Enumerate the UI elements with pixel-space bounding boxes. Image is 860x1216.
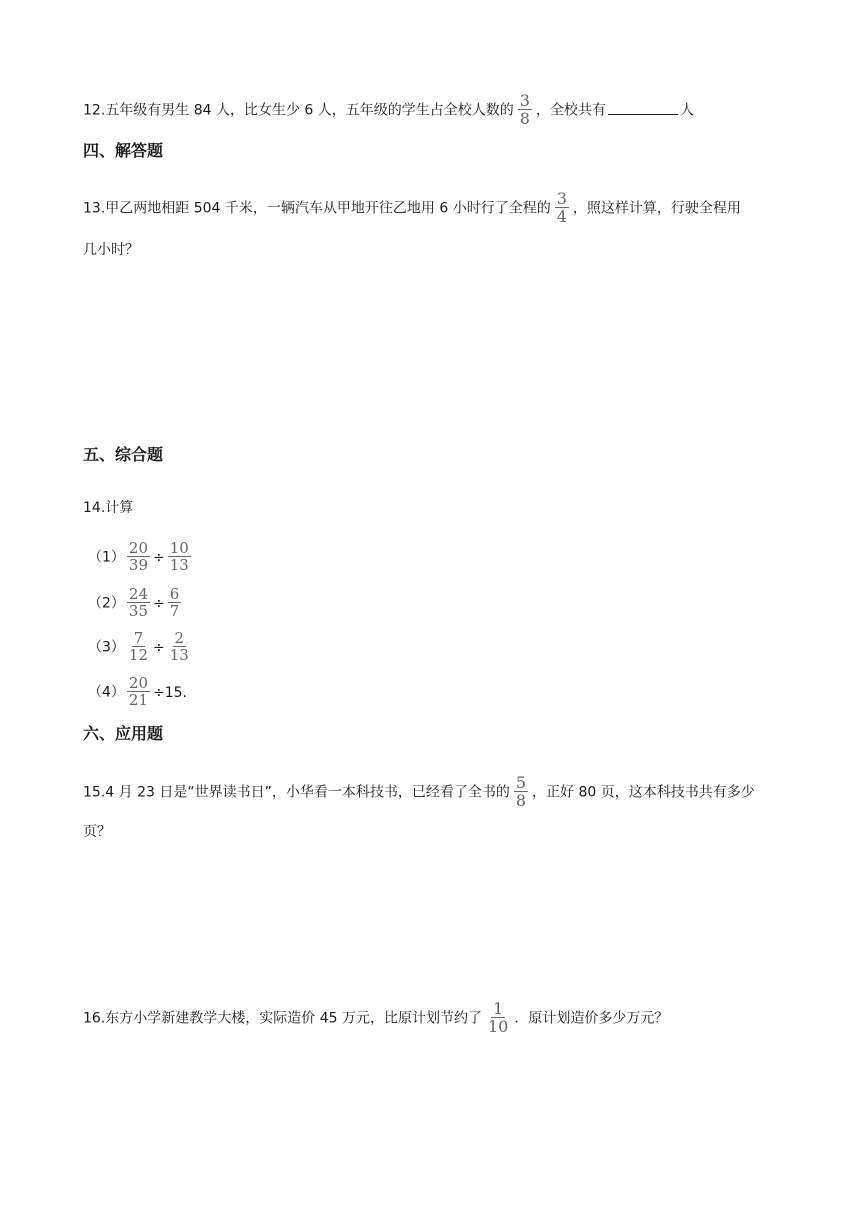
fraction: $\frac{3}{8}$	[519, 91, 530, 128]
question-15-text-2: ，正好 80 页，这本科技书共有多少	[532, 784, 755, 801]
section-heading-6: 六、应用题	[83, 724, 164, 743]
fraction: $\frac{2}{13}$	[169, 629, 189, 664]
q14-item-3	[88, 629, 193, 664]
q14-item-2	[88, 585, 183, 620]
question-12-unit: 人	[679, 102, 694, 119]
question-13-text: 13.甲乙两地相距 504 千米，一辆汽车从甲地开往乙地用 6 小时行了全程的	[83, 200, 551, 217]
item-label: （1）	[88, 549, 125, 566]
question-13-line-2: 几小时？	[83, 242, 139, 258]
fraction: $\frac{6}{7}$	[169, 585, 180, 620]
answer-blank[interactable]	[608, 100, 678, 115]
fraction: $\frac{3}{4}$	[556, 189, 567, 226]
question-15-text: 15.4 月 23 日是“世界读书日”，小华看一本科技书，已经看了全书的	[83, 784, 510, 801]
item-label: （2）	[88, 595, 125, 612]
fraction: $\frac{1}{10}$	[487, 999, 509, 1036]
fraction: $\frac{7}{12}$	[128, 629, 149, 664]
fraction: $\frac{10}{13}$	[169, 539, 189, 574]
divide-sign: ÷	[153, 595, 165, 612]
divide-expression: ÷15.	[153, 684, 188, 701]
question-16-text: 16.东方小学新建教学大楼，实际造价 45 万元，比原计划节约了	[83, 1010, 482, 1027]
question-16-text-2: ．原计划造价多少万元？	[514, 1010, 669, 1027]
section-heading-5: 五、综合题	[83, 445, 164, 464]
fraction: $\frac{5}{8}$	[515, 773, 527, 810]
question-12-text-2: ，全校共有	[535, 102, 606, 119]
question-15	[83, 773, 755, 810]
question-15-line-2: 页？	[83, 824, 111, 840]
fraction: $\frac{24}{35}$	[128, 585, 149, 620]
question-16	[83, 999, 669, 1036]
divide-sign: ÷	[153, 549, 165, 566]
question-13	[83, 189, 741, 226]
fraction: $\frac{20}{39}$	[128, 539, 149, 574]
section-heading-4: 四、解答题	[83, 141, 164, 160]
q14-item-4	[88, 674, 188, 709]
question-12	[83, 91, 694, 128]
fraction: $\frac{20}{21}$	[128, 674, 149, 709]
item-label: （3）	[88, 639, 125, 656]
q14-item-1	[88, 539, 193, 574]
divide-sign: ÷	[153, 639, 165, 656]
item-label: （4）	[88, 684, 125, 701]
question-12-text: 12.五年级有男生 84 人，比女生少 6 人，五年级的学生占全校人数的	[83, 102, 514, 119]
question-13-text-2: ，照这样计算，行驶全程用	[572, 200, 741, 217]
question-14-title: 14.计算	[83, 500, 134, 516]
